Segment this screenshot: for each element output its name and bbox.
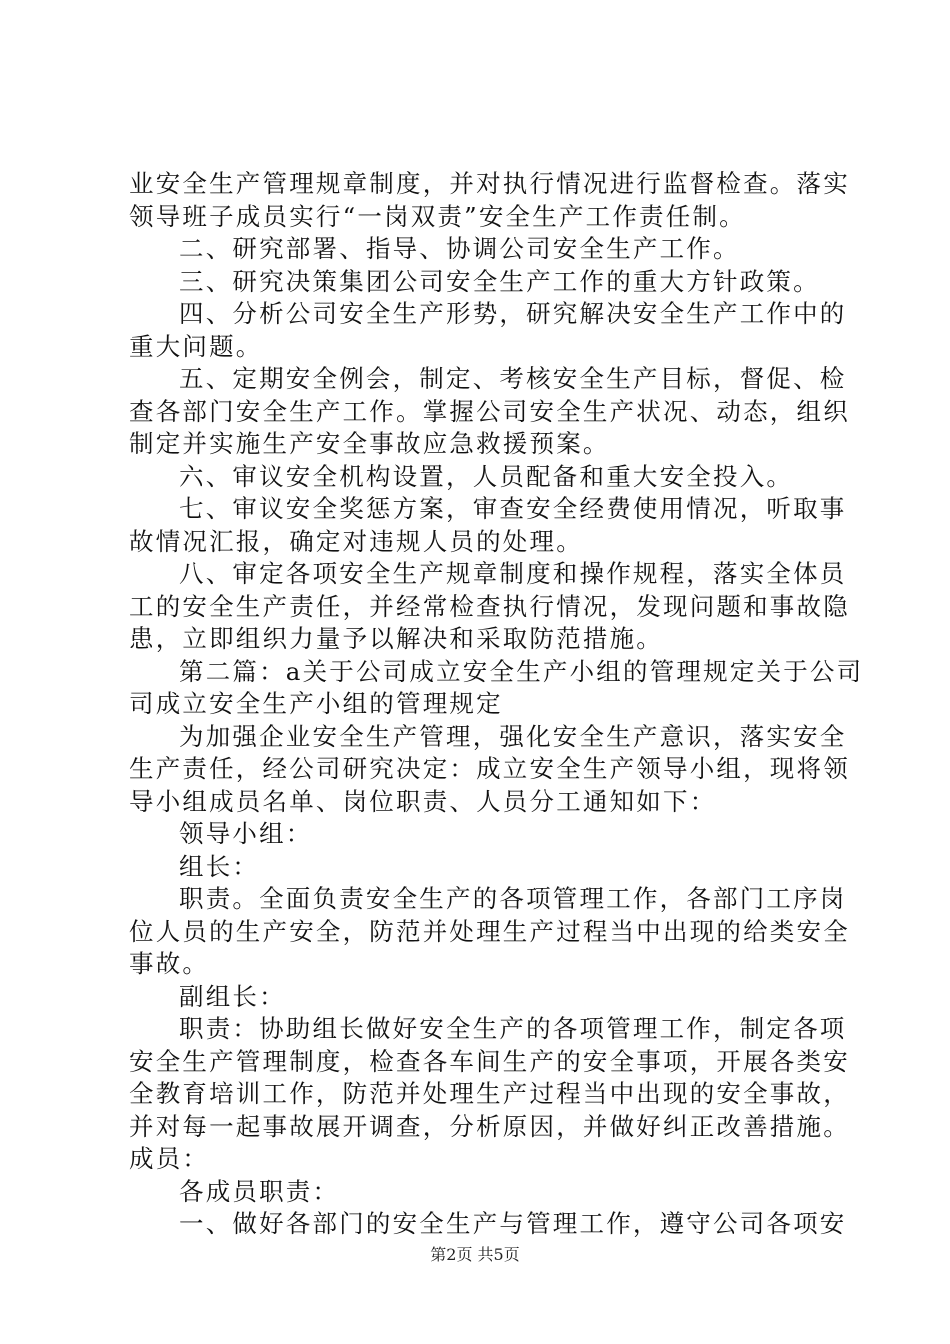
text-line: 职责：协助组长做好安全生产的各项管理工作，制定各项: [179, 1014, 847, 1043]
text-line: 全教育培训工作，防范并处理生产过程当中出现的安全事故，: [129, 1079, 850, 1108]
text-line: 副组长：: [179, 981, 286, 1011]
text-line: 领导班子成员实行“一岗双责”安全生产工作责任制。: [129, 201, 746, 231]
text-line: 二、研究部署、指导、协调公司安全生产工作。: [179, 234, 740, 263]
text-line: 查各部门安全生产工作。掌握公司安全生产状况、动态，组织: [129, 396, 850, 426]
text-line: 组长：: [179, 851, 260, 881]
text-line: 业安全生产管理规章制度，并对执行情况进行监督检查。落实: [129, 169, 850, 198]
text-line: 领导小组：: [179, 819, 313, 848]
text-line: 四、分析公司安全生产形势，研究解决安全生产工作中的: [179, 299, 847, 328]
text-line: 为加强企业安全生产管理，强化安全生产意识，落实安全: [179, 721, 847, 751]
text-line: 导小组成员名单、岗位职责、人员分工通知如下：: [129, 786, 717, 816]
text-line: 成员：: [129, 1144, 210, 1173]
text-line: 各成员职责：: [179, 1176, 340, 1206]
text-line: 六、审议安全机构设置，人员配备和重大安全投入。: [179, 461, 794, 491]
text-line: 安全生产管理制度，检查各车间生产的安全事项，开展各类安: [129, 1046, 850, 1076]
text-line: 一、做好各部门的安全生产与管理工作，遵守公司各项安: [179, 1209, 847, 1238]
text-line: 工的安全生产责任，并经常检查执行情况，发现问题和事故隐: [129, 591, 850, 621]
section-heading: 第二篇：a关于公司成立安全生产小组的管理规定关于公司: [179, 656, 864, 686]
text-line: 七、审议安全奖惩方案，审查安全经费使用情况，听取事: [179, 494, 847, 523]
text-line: 事故。: [129, 949, 210, 978]
page-number-footer: 第2页 共5页: [430, 1245, 520, 1264]
text-line: 故情况汇报，确定对违规人员的处理。: [129, 526, 583, 556]
text-line: 八、审定各项安全生产规章制度和操作规程，落实全体员: [179, 559, 847, 588]
text-line: 制定并实施生产安全事故应急救援预案。: [129, 429, 610, 458]
text-line: 职责。全面负责安全生产的各项管理工作，各部门工序岗: [179, 884, 847, 913]
text-line: 五、定期安全例会，制定、考核安全生产目标，督促、检: [179, 364, 847, 393]
text-line: 并对每一起事故展开调查，分析原因，并做好纠正改善措施。: [129, 1111, 850, 1141]
document-body: [129, 168, 864, 1241]
text-line: 重大问题。: [129, 331, 263, 361]
text-line: 三、研究决策集团公司安全生产工作的重大方针政策。: [179, 266, 820, 296]
text-line: 生产责任，经公司研究决定：成立安全生产领导小组，现将领: [129, 754, 850, 783]
section-heading-continuation: 司成立安全生产小组的管理规定: [129, 689, 503, 718]
text-line: 位人员的生产安全，防范并处理生产过程当中出现的给类安全: [129, 916, 850, 946]
text-line: 患，立即组织力量予以解决和采取防范措施。: [129, 624, 663, 653]
